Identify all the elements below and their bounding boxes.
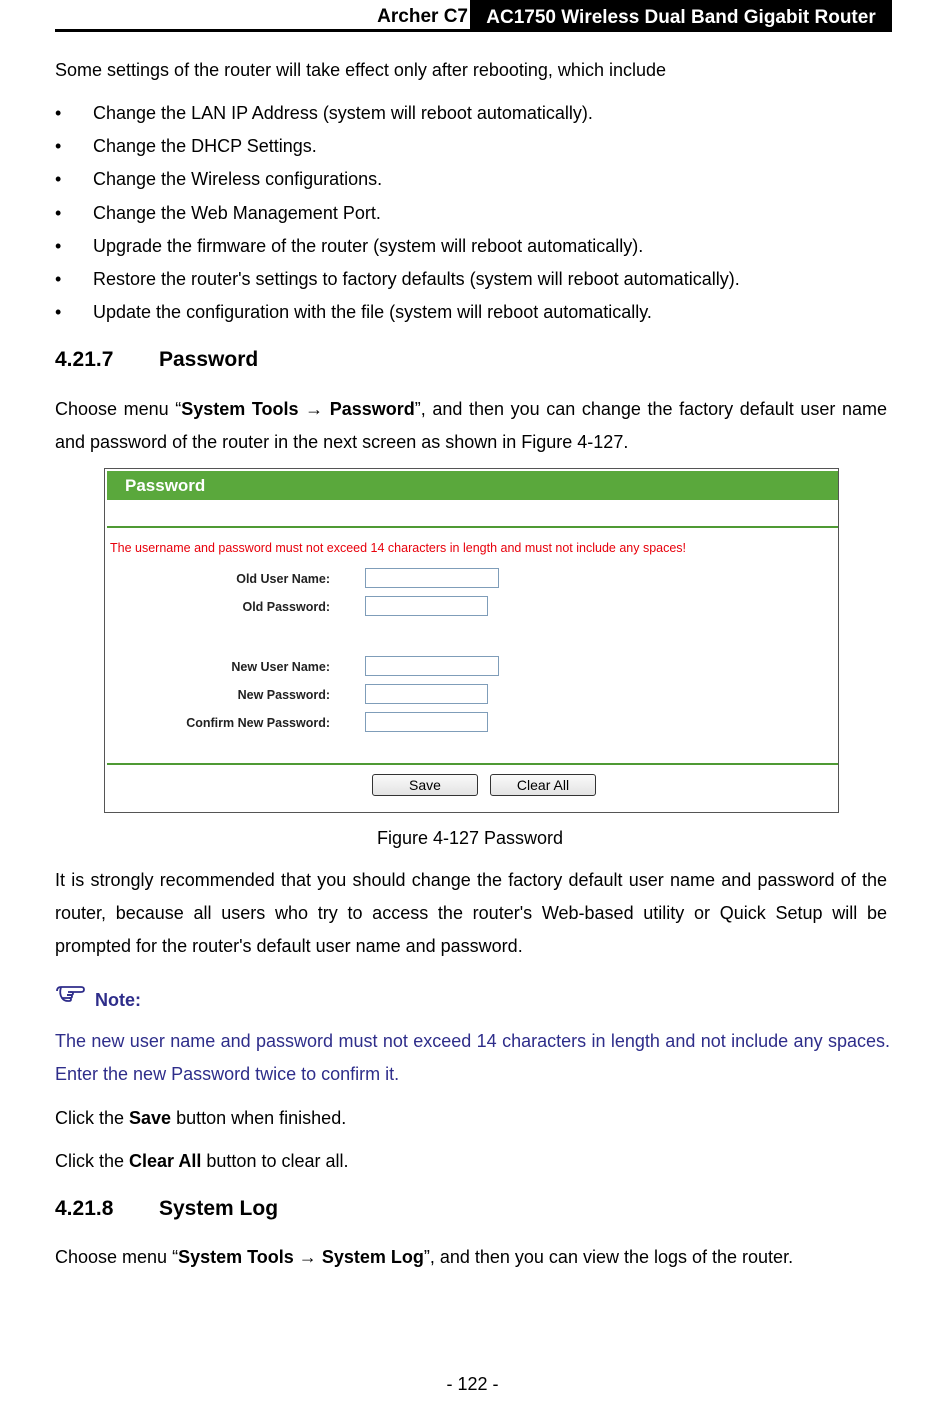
list-item: • Change the Wireless configurations. — [55, 169, 383, 190]
confirm-password-input[interactable] — [365, 712, 488, 732]
list-item: • Update the configuration with the file (system will reboot automatically. — [55, 302, 652, 323]
section-title: System Log — [159, 1197, 279, 1220]
pointing-hand-icon — [55, 982, 85, 1004]
header-model: Archer C7 — [377, 6, 468, 27]
section-title: Password — [159, 348, 259, 371]
header-rule — [55, 29, 892, 32]
save-button[interactable]: Save — [372, 774, 478, 796]
new-user-name-input[interactable] — [365, 656, 499, 676]
bullet-icon: • — [55, 235, 62, 256]
menu-path-system-tools: System Tools — [181, 399, 299, 419]
figure-caption: Figure 4-127 Password — [376, 828, 564, 848]
bullet-icon: • — [55, 169, 62, 190]
recommendation-paragraph: It is strongly recommended that you should change the factory default user name and password of the router, because all users who try to access the router's Web-based utility or Quick Setup will be prompted for the router's default user name and password. — [55, 870, 887, 956]
menu-path-system-log: System Log — [321, 1247, 424, 1267]
password-screen-figure — [104, 468, 839, 813]
intro-text: Some settings of the router will take effect only after rebooting, which include — [55, 60, 666, 80]
list-item: • Change the LAN IP Address (system will reboot automatically). — [55, 103, 593, 123]
bullet-icon: • — [55, 136, 62, 157]
click-save-instruction: Click the Save button when finished. — [55, 1108, 347, 1128]
list-item: • Change the Web Management Port. — [55, 202, 381, 223]
section-heading-system-log — [55, 1197, 278, 1221]
note-text: The new user name and password must not exceed 14 characters in length and not include any spaces. Enter the new Password twice to confirm it. — [55, 1031, 890, 1084]
section-heading-password — [55, 348, 258, 372]
password-menu-paragraph: Choose menu “System Tools → Password”, and then you can change the factory default user name and password of the router in the next screen as shown in Figure 4-127. — [55, 399, 887, 452]
old-password-label: Old Password: — [242, 600, 330, 614]
list-item: • Restore the router's settings to factory defaults (system will reboot automatically). — [55, 268, 740, 289]
click-clear-instruction: Click the Clear All button to clear all. — [55, 1151, 349, 1171]
header-product-title: AC1750 Wireless Dual Band Gigabit Router — [470, 0, 892, 32]
new-password-label: New Password: — [237, 688, 330, 702]
section-number: 4.21.7 — [55, 348, 114, 371]
list-item: • Upgrade the firmware of the router (system will reboot automatically). — [55, 235, 644, 256]
bullet-icon: • — [55, 268, 62, 289]
arrow-icon: → — [305, 399, 324, 419]
menu-path-system-tools: System Tools — [178, 1247, 294, 1267]
page-number: - 122 - — [446, 1374, 499, 1394]
reboot-list — [55, 101, 740, 333]
note-title: Note: — [95, 990, 141, 1010]
figure-divider-bottom — [107, 763, 838, 765]
old-password-input[interactable] — [365, 596, 488, 616]
bullet-icon: • — [55, 202, 62, 223]
section-number: 4.21.8 — [55, 1197, 114, 1220]
bullet-icon: • — [55, 103, 62, 123]
list-item: • Change the DHCP Settings. — [55, 136, 317, 157]
bullet-icon: • — [55, 302, 62, 323]
arrow-icon: → — [298, 1247, 317, 1267]
confirm-password-label: Confirm New Password: — [186, 716, 330, 730]
menu-path-password: Password — [329, 399, 415, 419]
clear-all-button[interactable]: Clear All — [490, 774, 596, 796]
new-user-name-label: New User Name: — [231, 660, 330, 674]
figure-title-bar — [107, 471, 838, 500]
new-password-input[interactable] — [365, 684, 488, 704]
figure-divider-top — [107, 526, 838, 528]
old-user-name-input[interactable] — [365, 568, 499, 588]
figure-title: Password — [125, 476, 206, 495]
figure-warning: The username and password must not exceed 14 characters in length and must not include any spaces! — [110, 541, 687, 555]
old-user-name-label: Old User Name: — [236, 572, 330, 586]
system-log-menu-paragraph: Choose menu “System Tools → System Log”, and then you can view the logs of the router. — [55, 1247, 794, 1267]
